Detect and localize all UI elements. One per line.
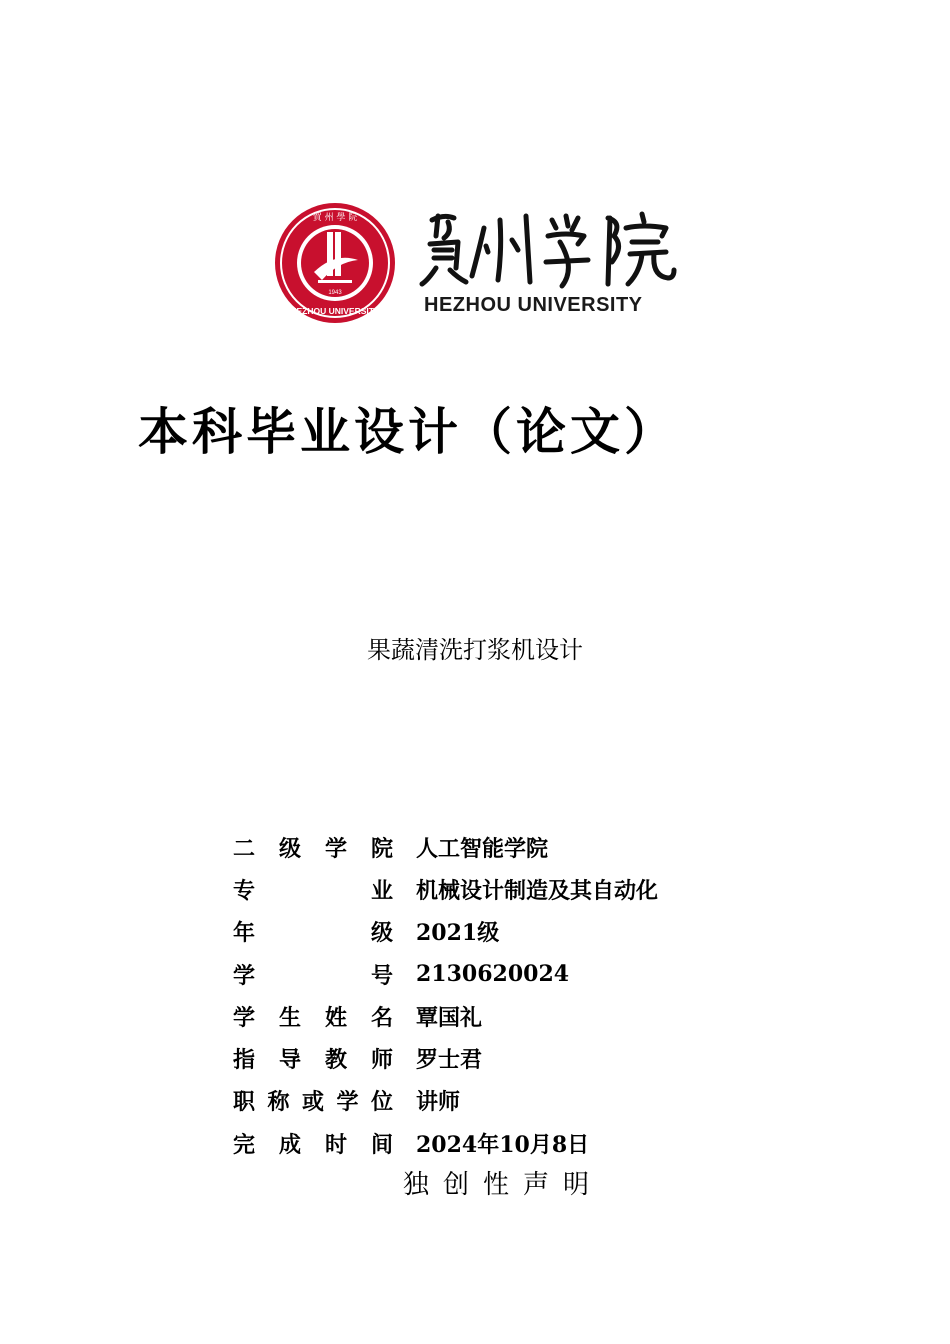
info-label-char: 名 — [370, 1005, 393, 1031]
info-value: 机械设计制造及其自动化 — [416, 877, 659, 904]
info-label — [232, 1080, 398, 1122]
info-label-char: 二 — [233, 836, 256, 862]
info-label-char: 生 — [278, 1005, 301, 1031]
info-row — [232, 1122, 659, 1164]
university-logo — [272, 200, 682, 330]
info-label-char: 级 — [278, 836, 301, 862]
info-label-char: 成 — [278, 1132, 301, 1158]
info-label-char: 职 — [233, 1090, 256, 1116]
info-label-char: 时 — [324, 1132, 347, 1158]
svg-text:1943: 1943 — [328, 290, 342, 296]
info-label-char: 师 — [370, 1048, 393, 1074]
info-label-char: 姓 — [324, 1005, 347, 1031]
info-label-char: 间 — [370, 1132, 393, 1158]
svg-text:賀 州 學 院: 賀 州 學 院 — [312, 213, 358, 223]
info-label-char: 学 — [233, 963, 256, 989]
info-value: 2024年10月8日 — [416, 1131, 590, 1158]
info-value: 讲师 — [416, 1089, 461, 1116]
info-label-char: 或 — [301, 1090, 324, 1116]
university-english-name: HEZHOU UNIVERSITY — [424, 294, 643, 316]
info-row — [232, 868, 659, 910]
university-seal-icon — [272, 200, 398, 326]
info-label-char: 教 — [324, 1048, 347, 1074]
svg-text:HEZHOU UNIVERSITY: HEZHOU UNIVERSITY — [290, 306, 380, 316]
info-label-char: 指 — [233, 1048, 256, 1074]
info-label — [232, 953, 398, 995]
info-label-char: 完 — [233, 1132, 256, 1158]
info-row — [232, 953, 659, 995]
info-value: 覃国礼 — [416, 1004, 483, 1031]
info-label — [232, 995, 398, 1037]
info-row — [232, 1080, 659, 1122]
info-label-char: 学 — [324, 836, 347, 862]
info-label-char: 年 — [233, 921, 256, 947]
cover-info-table — [232, 826, 659, 1164]
info-label-char: 专 — [233, 878, 256, 904]
info-value: 罗士君 — [416, 1047, 483, 1074]
document-main-title: 本科毕业设计（论文） — [138, 403, 678, 461]
thesis-title: 果蔬清洗打浆机设计 — [367, 636, 583, 664]
info-label-char: 导 — [278, 1048, 301, 1074]
info-row — [232, 911, 659, 953]
originality-statement-heading: 独创性声明 — [402, 1170, 603, 1200]
info-label-char: 位 — [370, 1090, 393, 1116]
calligraphy-wordmark-icon — [418, 206, 678, 290]
info-label — [232, 911, 398, 953]
info-label — [232, 1122, 398, 1164]
info-label-char: 称 — [267, 1090, 290, 1116]
info-label — [232, 868, 398, 910]
info-value: 2130620024 — [416, 961, 570, 988]
info-label-char: 院 — [370, 836, 393, 862]
info-label — [232, 826, 398, 868]
info-value: 人工智能学院 — [416, 835, 549, 862]
info-label-char: 级 — [370, 921, 393, 947]
info-label-char: 学 — [336, 1090, 359, 1116]
info-label-char: 学 — [233, 1005, 256, 1031]
info-row — [232, 1037, 659, 1079]
info-row — [232, 826, 659, 868]
info-row — [232, 995, 659, 1037]
info-value: 2021级 — [416, 920, 500, 947]
info-label — [232, 1037, 398, 1079]
info-label-char: 业 — [370, 878, 393, 904]
info-label-char: 号 — [370, 963, 393, 989]
